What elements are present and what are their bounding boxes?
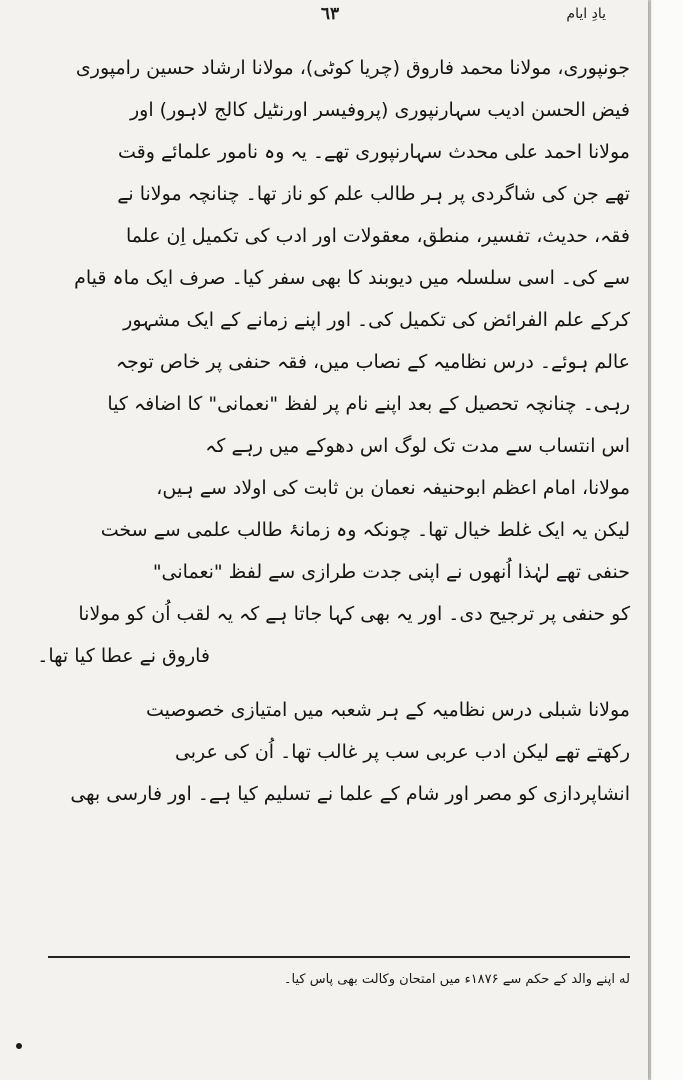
footnote-rule — [48, 956, 630, 958]
adjacent-page-edge — [650, 0, 683, 1080]
text-line: مولانا احمد علی محدث سہارنپوری تھے۔ یہ وہ نامور علمائے وقت — [118, 141, 630, 163]
running-head: یادِ ایام — [566, 6, 606, 22]
text-line: لیکن یہ ایک غلط خیال تھا۔ چونکہ وہ زمانۂ طالب علمی سے سخت — [100, 519, 630, 541]
paragraph-gap — [30, 678, 630, 690]
text-line: جونپوری، مولانا محمد فاروق (چریا کوٹی)، مولانا ارشاد حسین رامپوری — [75, 57, 630, 79]
footnote: له اپنے والد کے حکم سے ۱۸۷۶ء میں امتحان وکالت بھی پاس کیا۔ — [283, 972, 630, 987]
text-line: رکھتے تھے لیکن ادب عربی سب پر غالب تھا۔ اُن کی عربی — [174, 741, 630, 763]
text-line: فاروق نے عطا کیا تھا۔ — [37, 645, 210, 667]
body-text — [30, 48, 630, 816]
text-line: مولانا، امام اعظم ابوحنیفہ نعمان بن ثابت کی اولاد سے ہیں، — [156, 477, 630, 499]
text-line: حنفی تھے لہٰذا اُنھوں نے اپنی جدت طرازی سے لفظ "نعمانی" — [152, 561, 630, 583]
text-line: فیض الحسن ادیب سہارنپوری (پروفیسر اورنٹیل کالج لاہور) اور — [129, 99, 630, 121]
text-line: رہی۔ چنانچہ تحصیل کے بعد اپنے نام پر لفظ "نعمانی" کا اضافہ کیا — [107, 393, 630, 415]
text-line: انشاپردازی کو مصر اور شام کے علما نے تسلیم کیا ہے۔ اور فارسی بھی — [70, 783, 630, 805]
ink-dot — [16, 1043, 22, 1049]
text-line: عالم ہوئے۔ درس نظامیہ کے نصاب میں، فقہ حنفی پر خاص توجہ — [115, 351, 630, 373]
text-line: مولانا شبلی درس نظامیہ کے ہر شعبہ میں امتیازی خصوصیت — [145, 699, 630, 721]
text-line: سے کی۔ اسی سلسلہ میں دیوبند کا بھی سفر کیا۔ صرف ایک ماہ قیام — [74, 267, 630, 289]
text-line: اس انتساب سے مدت تک لوگ اس دھوکے میں رہے کہ — [205, 435, 630, 457]
text-line: تھے جن کی شاگردی پر ہر طالب علم کو ناز تھا۔ چنانچہ مولانا نے — [117, 183, 630, 205]
text-line: کرکے علم الفرائض کی تکمیل کی۔ اور اپنے زمانے کے ایک مشہور — [123, 309, 630, 331]
page-number: ٦٣ — [320, 4, 340, 24]
text-line: فقہ، حدیث، تفسیر، منطق، معقولات اور ادب کی تکمیل اِن علما — [126, 225, 630, 247]
text-line: کو حنفی پر ترجیح دی۔ اور یہ بھی کہا جاتا ہے کہ یہ لقب اُن کو مولانا — [78, 603, 630, 625]
